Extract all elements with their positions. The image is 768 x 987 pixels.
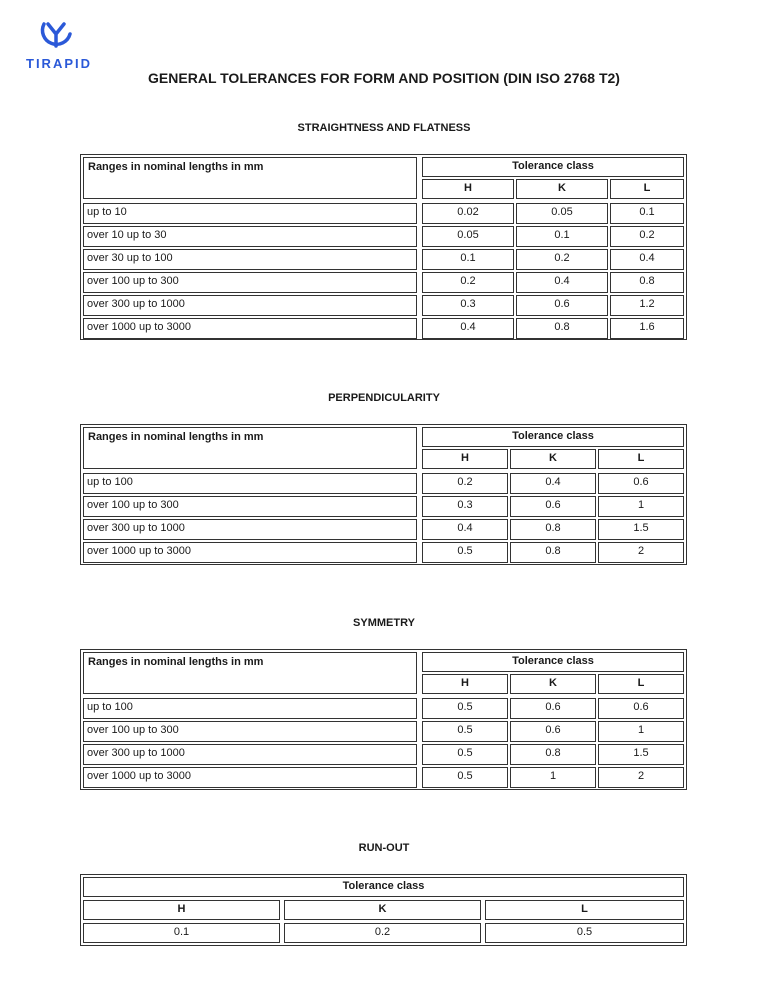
table-cell-k: 0.2: [516, 249, 608, 270]
symmetry-table: [80, 649, 687, 790]
table-cell-h: 0.1: [83, 923, 280, 943]
col-header-k: K: [510, 449, 596, 469]
tolerance-class-header: Tolerance class: [422, 652, 684, 672]
table-cell-k: 0.6: [510, 496, 596, 517]
table-cell-h: 0.1: [422, 249, 514, 270]
col-header-h: H: [83, 900, 280, 920]
table-cell-k: 0.8: [510, 519, 596, 540]
col-header-l: L: [598, 449, 684, 469]
table-cell-l: 0.5: [485, 923, 684, 943]
table-cell-l: 1.5: [598, 519, 684, 540]
section-title-symmetry: SYMMETRY: [353, 617, 415, 629]
col-header-h: H: [422, 449, 508, 469]
table-cell-h: 0.3: [422, 496, 508, 517]
table-cell-h: 0.4: [422, 519, 508, 540]
table-row-range: over 1000 up to 3000: [83, 318, 417, 339]
table-row-range: over 100 up to 300: [83, 496, 417, 517]
table-cell-l: 0.4: [610, 249, 684, 270]
tolerance-class-header: Tolerance class: [422, 427, 684, 447]
table-row-range: up to 100: [83, 698, 417, 719]
table-cell-l: 2: [598, 542, 684, 563]
col-header-l: L: [485, 900, 684, 920]
table-row-range: over 1000 up to 3000: [83, 767, 417, 788]
table-cell-k: 0.4: [516, 272, 608, 293]
table-cell-l: 0.1: [610, 203, 684, 224]
straightness-table: [80, 154, 687, 340]
table-cell-l: 1.6: [610, 318, 684, 339]
document-title: GENERAL TOLERANCES FOR FORM AND POSITION (DIN ISO 2768 T2): [148, 70, 620, 86]
table-cell-l: 0.6: [598, 473, 684, 494]
logo-wordmark: TIRAPID: [26, 56, 92, 71]
runout-table: [80, 874, 687, 946]
table-cell-k: 0.1: [516, 226, 608, 247]
table-row-range: over 100 up to 300: [83, 721, 417, 742]
table-cell-h: 0.4: [422, 318, 514, 339]
range-header: Ranges in nominal lengths in mm: [83, 427, 417, 469]
tolerance-class-header: Tolerance class: [83, 877, 684, 897]
table-cell-l: 1.5: [598, 744, 684, 765]
tirapid-logo: [14, 18, 104, 74]
table-row-range: over 30 up to 100: [83, 249, 417, 270]
col-header-l: L: [598, 674, 684, 694]
col-header-h: H: [422, 179, 514, 199]
table-cell-h: 0.2: [422, 473, 508, 494]
table-cell-k: 0.05: [516, 203, 608, 224]
table-cell-k: 0.6: [510, 721, 596, 742]
table-cell-l: 0.2: [610, 226, 684, 247]
table-cell-l: 1.2: [610, 295, 684, 316]
table-cell-k: 0.8: [516, 318, 608, 339]
table-cell-h: 0.05: [422, 226, 514, 247]
table-cell-h: 0.5: [422, 542, 508, 563]
table-cell-k: 0.8: [510, 542, 596, 563]
section-title-straightness: STRAIGHTNESS AND FLATNESS: [297, 122, 471, 134]
table-cell-l: 0.6: [598, 698, 684, 719]
table-cell-k: 0.2: [284, 923, 481, 943]
table-cell-h: 0.5: [422, 721, 508, 742]
col-header-l: L: [610, 179, 684, 199]
col-header-k: K: [284, 900, 481, 920]
tolerance-class-header: Tolerance class: [422, 157, 684, 177]
table-row-range: over 300 up to 1000: [83, 295, 417, 316]
col-header-h: H: [422, 674, 508, 694]
table-cell-k: 0.6: [510, 698, 596, 719]
table-row-range: over 1000 up to 3000: [83, 542, 417, 563]
table-row-range: up to 10: [83, 203, 417, 224]
table-cell-l: 1: [598, 496, 684, 517]
table-cell-h: 0.5: [422, 744, 508, 765]
table-cell-h: 0.5: [422, 767, 508, 788]
perpendicularity-table: [80, 424, 687, 565]
table-row-range: over 300 up to 1000: [83, 519, 417, 540]
table-cell-l: 1: [598, 721, 684, 742]
table-row-range: over 100 up to 300: [83, 272, 417, 293]
table-row-range: over 300 up to 1000: [83, 744, 417, 765]
table-row-range: up to 100: [83, 473, 417, 494]
range-header: Ranges in nominal lengths in mm: [83, 652, 417, 694]
col-header-k: K: [516, 179, 608, 199]
table-cell-l: 2: [598, 767, 684, 788]
table-cell-k: 1: [510, 767, 596, 788]
table-cell-k: 0.6: [516, 295, 608, 316]
table-cell-h: 0.2: [422, 272, 514, 293]
range-header: Ranges in nominal lengths in mm: [83, 157, 417, 199]
col-header-k: K: [510, 674, 596, 694]
section-title-runout: RUN-OUT: [358, 842, 410, 854]
section-title-perpendicularity: PERPENDICULARITY: [328, 392, 440, 404]
table-cell-h: 0.3: [422, 295, 514, 316]
table-cell-k: 0.8: [510, 744, 596, 765]
table-row-range: over 10 up to 30: [83, 226, 417, 247]
logo-mark-icon: [36, 18, 76, 54]
table-cell-l: 0.8: [610, 272, 684, 293]
table-cell-k: 0.4: [510, 473, 596, 494]
table-cell-h: 0.5: [422, 698, 508, 719]
table-cell-h: 0.02: [422, 203, 514, 224]
